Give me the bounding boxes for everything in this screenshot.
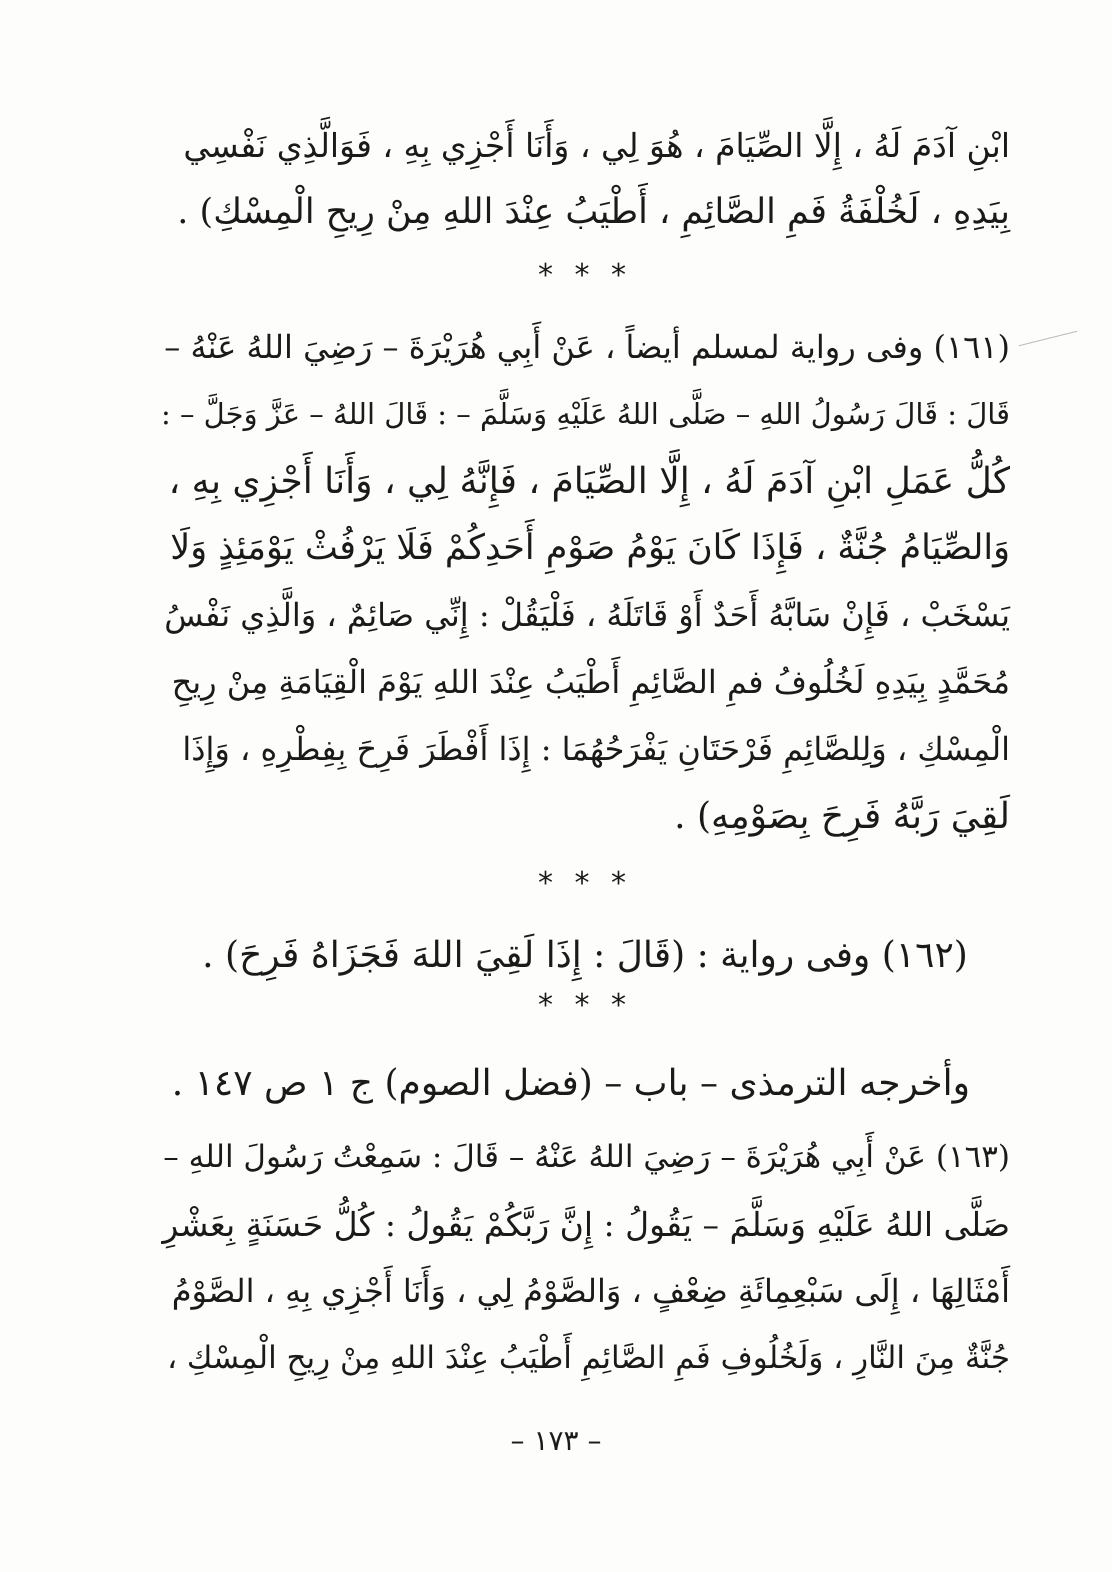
text-line: بِيَدِهِ ، لَخُلْفَةُ فَمِ الصَّائِمِ ، أَطْيَبُ عِنْدَ اللهِ مِنْ رِيحِ الْمِسْكِ) . [177, 192, 1010, 232]
text-line: وَالصِّيَامُ جُنَّةٌ ، فَإِذَا كَانَ يَوْمُ صَوْمِ أَحَدِكُمْ فَلَا يَرْفُثْ يَوْمَئِذٍ وَلَا [170, 528, 1010, 568]
hadith-161 [160, 314, 1010, 850]
hadith-162: (١٦٢) وفى رواية : (قَالَ : إِذَا لَقِيَ اللهَ فَجَزَاهُ فَرِحَ) . [202, 935, 968, 976]
text-line: يَسْخَبْ ، فَإِنْ سَابَّهُ أَحَدٌ أَوْ قَاتَلَهُ ، فَلْيَقُلْ : إِنِّي صَائِمٌ ، وَالَّذِي نَفْسُ [164, 596, 1010, 634]
text-line: قَالَ : قَالَ رَسُولُ اللهِ – صَلَّى اللهُ عَلَيْهِ وَسَلَّمَ – : قَالَ اللهُ – عَزَّ وَجَلَّ – : [160, 397, 1010, 431]
text-line: (١٦١) وفى رواية لمسلم أيضاً ، عَنْ أَبِي هُرَيْرَةَ – رَضِيَ اللهُ عَنْهُ – [164, 328, 1010, 366]
text-line: وأخرجه الترمذى – باب – (فضل الصوم) ج ١ ص ١٤٧ . [171, 1063, 970, 1104]
source-reference [160, 1050, 1010, 1117]
section-separator: * * * [537, 988, 633, 1023]
text-line: صَلَّى اللهُ عَلَيْهِ وَسَلَّمَ – يَقُولُ : إِنَّ رَبَّكُمْ يَقُولُ : كُلُّ حَسَنَةٍ بِعَشْرِ [162, 1205, 1010, 1244]
section-separator: * * * [537, 866, 633, 901]
text-line: جُنَّةٌ مِنَ النَّارِ ، وَلَخُلُوفِ فَمِ الصَّائِمِ أَطْيَبُ عِنْدَ اللهِ مِنْ رِيحِ الْمِسْكِ ، [167, 1340, 1010, 1376]
text-line: كُلُّ عَمَلِ ابْنِ آدَمَ لَهُ ، إِلَّا الصِّيَامَ ، فَإِنَّهُ لِي ، وَأَنَا أَجْزِي بِهِ ، [168, 461, 1010, 502]
page-number: – ١٧٣ – [510, 1424, 602, 1457]
text-line: (١٦٣) عَنْ أَبِي هُرَيْرَةَ – رَضِيَ اللهُ عَنْهُ – قَالَ : سَمِعْتُ رَسُولَ اللهِ – [163, 1139, 1010, 1175]
margin-pencil-mark [1019, 331, 1077, 346]
paragraph-continuation [160, 112, 1010, 246]
section-separator: * * * [537, 258, 633, 293]
text-line: مُحَمَّدٍ بِيَدِهِ لَخُلُوفُ فمِ الصَّائِمِ أَطْيَبُ عِنْدَ اللهِ يَوْمَ الْقِيَامَةِ مِنْ رِيحِ [171, 663, 1010, 701]
text-line: أَمْثَالِهَا ، إِلَى سَبْعِمِائَةِ ضِعْفٍ ، وَالصَّوْمُ لِي ، وَأَنَا أَجْزِي بِهِ ، الصَّوْمُ [171, 1272, 1010, 1310]
text-line: لَقِيَ رَبَّهُ فَرِحَ بِصَوْمِهِ) . [674, 796, 1010, 837]
text-line: الْمِسْكِ ، وَلِلصَّائِمِ فَرْحَتَانِ يَفْرَحُهُمَا : إِذَا أَفْطَرَ فَرِحَ بِفِطْرِهِ ، وَإِذَا [182, 730, 1010, 768]
hadith-163 [160, 1124, 1010, 1392]
text-line: ابْنِ آدَمَ لَهُ ، إِلَّا الصِّيَامَ ، هُوَ لِي ، وَأَنَا أَجْزِي بِهِ ، فَوَالَّذِي نَفْسِي [183, 126, 1010, 165]
